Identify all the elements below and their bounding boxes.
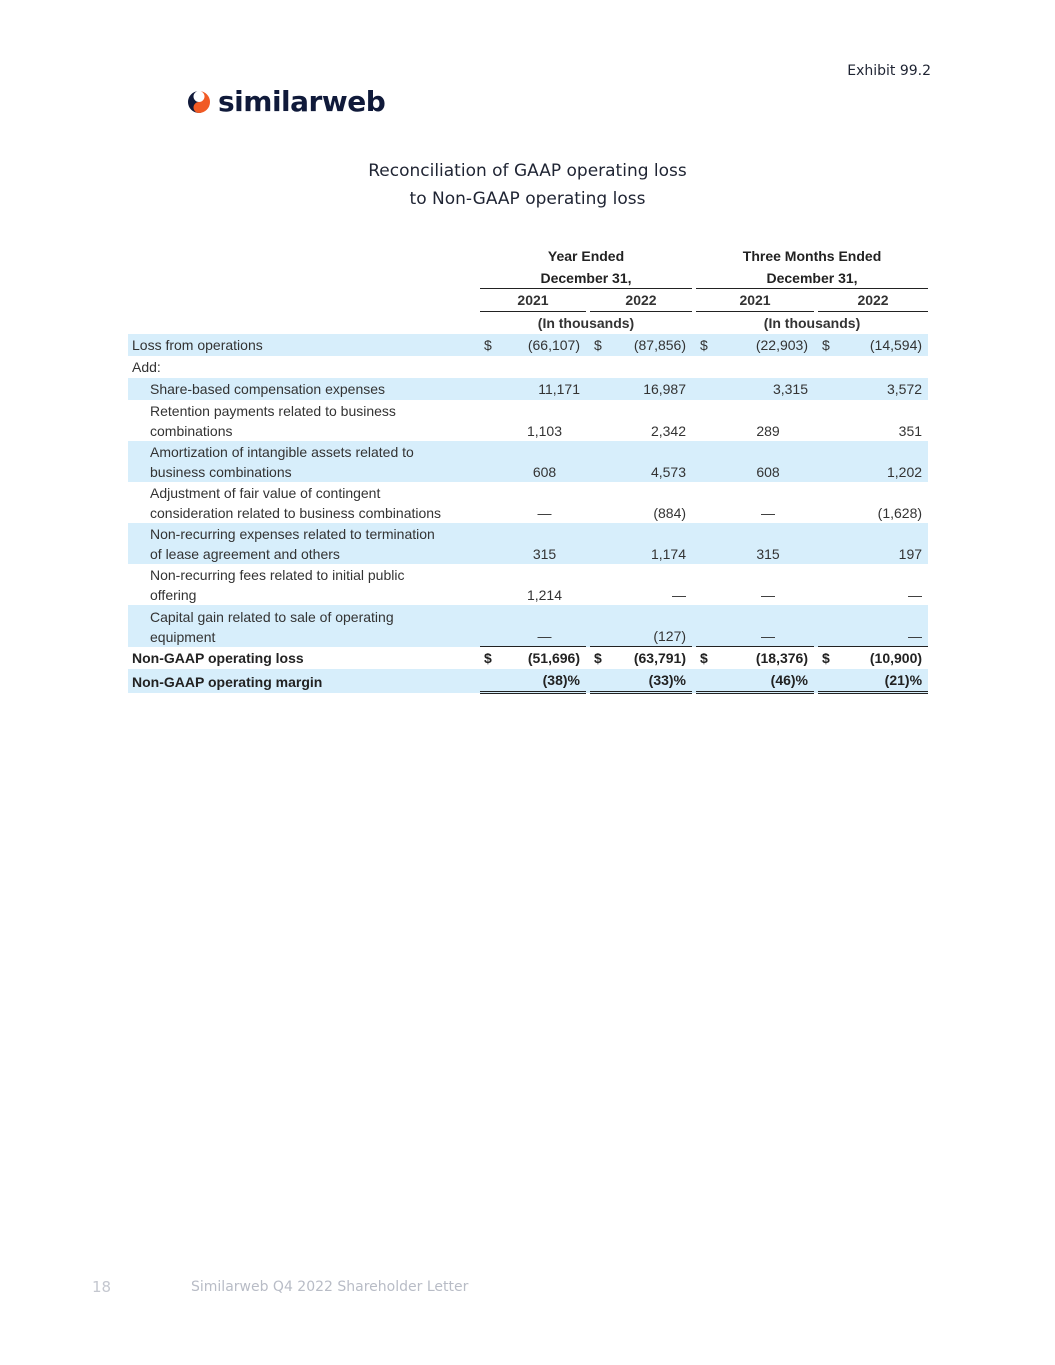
year-header: 2022 [590, 289, 692, 312]
cell-value: (38)% [503, 669, 586, 693]
row-label [128, 400, 480, 441]
cell-value: — [537, 505, 552, 521]
cell-value: (1,628) [877, 505, 923, 521]
row-label [128, 605, 480, 647]
three-months-header [696, 244, 928, 266]
cell-value: (18,376) [722, 647, 814, 670]
cell-value: 11,171 [503, 378, 586, 400]
row-label-line: offering [150, 587, 197, 603]
cell-value: 1,174 [613, 523, 692, 564]
cell-value: (87,856) [613, 334, 692, 356]
table-row [128, 564, 928, 605]
group2-line1: Three Months Ended [742, 248, 882, 264]
row-label-line: Amortization of intangible assets related to [150, 444, 414, 460]
group1-line1: Year Ended [547, 248, 625, 264]
row-label-line: Adjustment of fair value of contingent [150, 485, 381, 501]
year-header: 2021 [480, 289, 586, 312]
currency-symbol: $ [590, 647, 613, 670]
cell-value: 3,315 [722, 378, 814, 400]
table-row [128, 523, 928, 564]
cell-value: 1,103 [526, 423, 563, 439]
row-label-line: of lease agreement and others [150, 546, 340, 562]
table-row [128, 400, 928, 441]
similarweb-logo [186, 84, 385, 120]
cell-value: 289 [756, 423, 780, 439]
unit-label: (In thousands) [537, 315, 635, 331]
footer-title: Similarweb Q4 2022 Shareholder Letter [191, 1279, 469, 1295]
cell-value: 608 [722, 441, 814, 482]
cell-value: (51,696) [503, 647, 586, 670]
cell-value: (21)% [844, 669, 928, 693]
currency-symbol: $ [818, 334, 844, 356]
row-label-line: Non-recurring fees related to initial public [150, 567, 405, 583]
cell-value: 2,342 [650, 423, 687, 439]
table-row [128, 669, 928, 693]
title-line-1: Reconciliation of GAAP operating loss [368, 161, 687, 181]
year-ended-header [480, 244, 692, 266]
table-row [128, 647, 928, 670]
cell-value: (33)% [613, 669, 692, 693]
row-label [128, 564, 480, 605]
cell-value: — [503, 605, 586, 647]
cell-value: 315 [503, 523, 586, 564]
title-line-2: to Non-GAAP operating loss [409, 189, 646, 209]
page-title [0, 157, 1055, 213]
row-label-line: Retention payments related to business [150, 403, 396, 419]
currency-symbol: $ [480, 647, 503, 670]
cell-value: (63,791) [613, 647, 692, 670]
similarweb-logo-icon [186, 89, 212, 115]
cell-value: — [722, 605, 814, 647]
row-label [128, 441, 480, 482]
cell-value: 315 [722, 523, 814, 564]
currency-symbol: $ [818, 647, 844, 670]
row-label: Loss from operations [128, 334, 480, 356]
table-row [128, 605, 928, 647]
cell-value: (46)% [722, 669, 814, 693]
table-row [128, 356, 928, 378]
cell-value: (884) [653, 505, 687, 521]
cell-value: 4,573 [613, 441, 692, 482]
brand-name: similarweb [218, 85, 386, 118]
row-label-line: Capital gain related to sale of operating [150, 608, 394, 625]
reconciliation-table [128, 244, 928, 694]
year-header: 2021 [696, 289, 814, 312]
currency-symbol: $ [696, 334, 722, 356]
cell-value: — [761, 587, 776, 603]
unit-label: (In thousands) [763, 315, 861, 331]
cell-value: (10,900) [844, 647, 928, 670]
row-label: Share-based compensation expenses [128, 378, 480, 400]
table-row [128, 482, 928, 523]
row-label: Add: [132, 359, 161, 375]
currency-symbol: $ [590, 334, 613, 356]
row-label-line: combinations [150, 423, 233, 439]
row-label-line: Non-recurring expenses related to termination [150, 526, 435, 542]
cell-value: (22,903) [722, 334, 814, 356]
table-row [128, 334, 928, 356]
cell-value: 1,202 [844, 441, 928, 482]
row-label [128, 482, 480, 523]
cell-value: (66,107) [503, 334, 586, 356]
cell-value: — [908, 587, 923, 603]
cell-value: 1,214 [526, 587, 563, 603]
currency-symbol: $ [480, 334, 503, 356]
cell-value: — [761, 505, 776, 521]
page-number: 18 [92, 1278, 112, 1296]
currency-symbol: $ [696, 647, 722, 670]
group1-line2: December 31, [480, 266, 692, 289]
cell-value: 16,987 [613, 378, 692, 400]
row-label-line: business combinations [150, 464, 292, 480]
exhibit-label: Exhibit 99.2 [847, 63, 931, 79]
cell-value: 197 [844, 523, 928, 564]
group2-line2: December 31, [696, 266, 928, 289]
cell-value: 608 [503, 441, 586, 482]
table-row [128, 441, 928, 482]
cell-value: (127) [613, 605, 692, 647]
cell-value: — [844, 605, 928, 647]
row-label [128, 523, 480, 564]
table-row [128, 378, 928, 400]
cell-value: 3,572 [844, 378, 928, 400]
cell-value: — [672, 587, 687, 603]
cell-value: 351 [898, 423, 923, 439]
row-label: Non-GAAP operating loss [132, 650, 304, 666]
row-label-line: equipment [150, 628, 216, 645]
cell-value: (14,594) [844, 334, 928, 356]
row-label: Non-GAAP operating margin [128, 669, 480, 693]
year-header: 2022 [818, 289, 928, 312]
row-label-line: consideration related to business combinations [150, 505, 442, 521]
